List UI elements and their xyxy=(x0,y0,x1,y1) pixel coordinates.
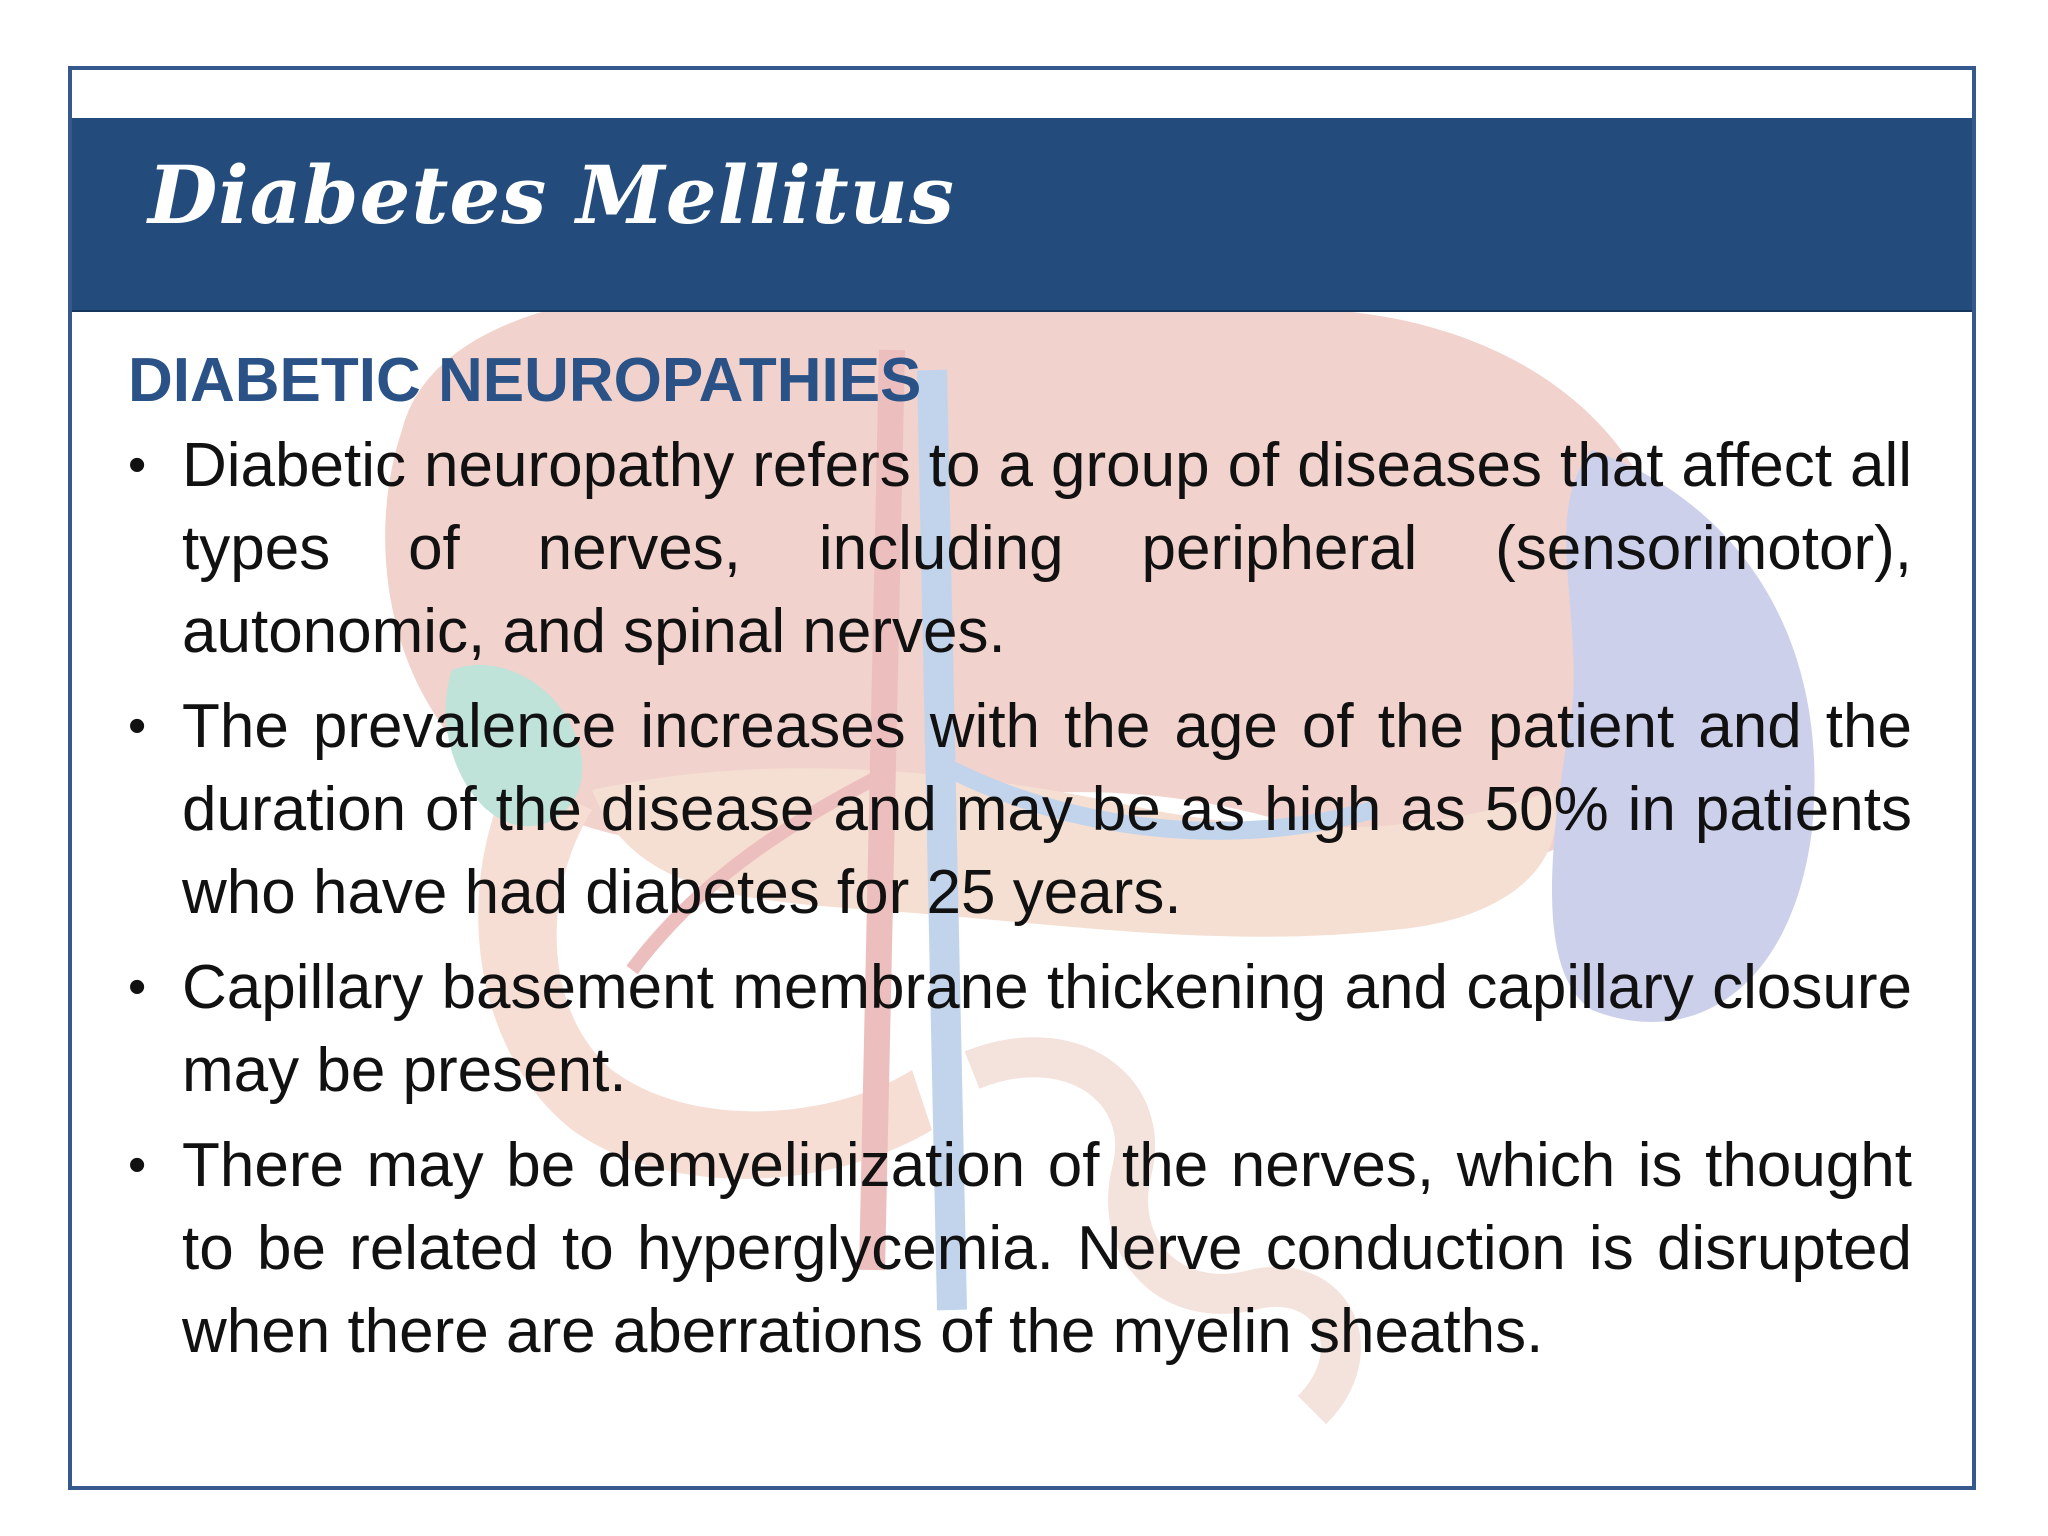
bullet-icon: • xyxy=(128,697,147,755)
bullet-item xyxy=(128,1124,1912,1373)
bullet-list xyxy=(128,424,1912,1373)
bullet-item xyxy=(128,946,1912,1112)
bullet-item xyxy=(128,424,1912,673)
bullet-icon: • xyxy=(128,1136,147,1194)
slide-frame xyxy=(68,66,1976,1490)
bullet-icon: • xyxy=(128,436,147,494)
bullet-text: There may be demyelinization of the nerves, which is thought to be related to hyperglycemia. Nerve conduction is disrupted when there are aberrations of the myelin sheaths. xyxy=(182,1131,1912,1366)
bullet-icon: • xyxy=(128,958,147,1016)
slide-content xyxy=(128,342,1912,1385)
title-bar xyxy=(72,118,1972,312)
slide-title: Diabetes Mellitus xyxy=(148,148,955,242)
bullet-text: Diabetic neuropathy refers to a group of diseases that affect all types of nerves, including peripheral (sensorimotor), autonomic, and spinal nerves. xyxy=(182,431,1912,666)
bullet-text: Capillary basement membrane thickening and capillary closure may be present. xyxy=(182,953,1912,1105)
bullet-item xyxy=(128,685,1912,934)
section-heading: DIABETIC NEUROPATHIES xyxy=(128,346,922,415)
bullet-text: The prevalence increases with the age of the patient and the duration of the disease and may be as high as 50% in patients who have had diabetes for 25 years. xyxy=(182,692,1912,927)
